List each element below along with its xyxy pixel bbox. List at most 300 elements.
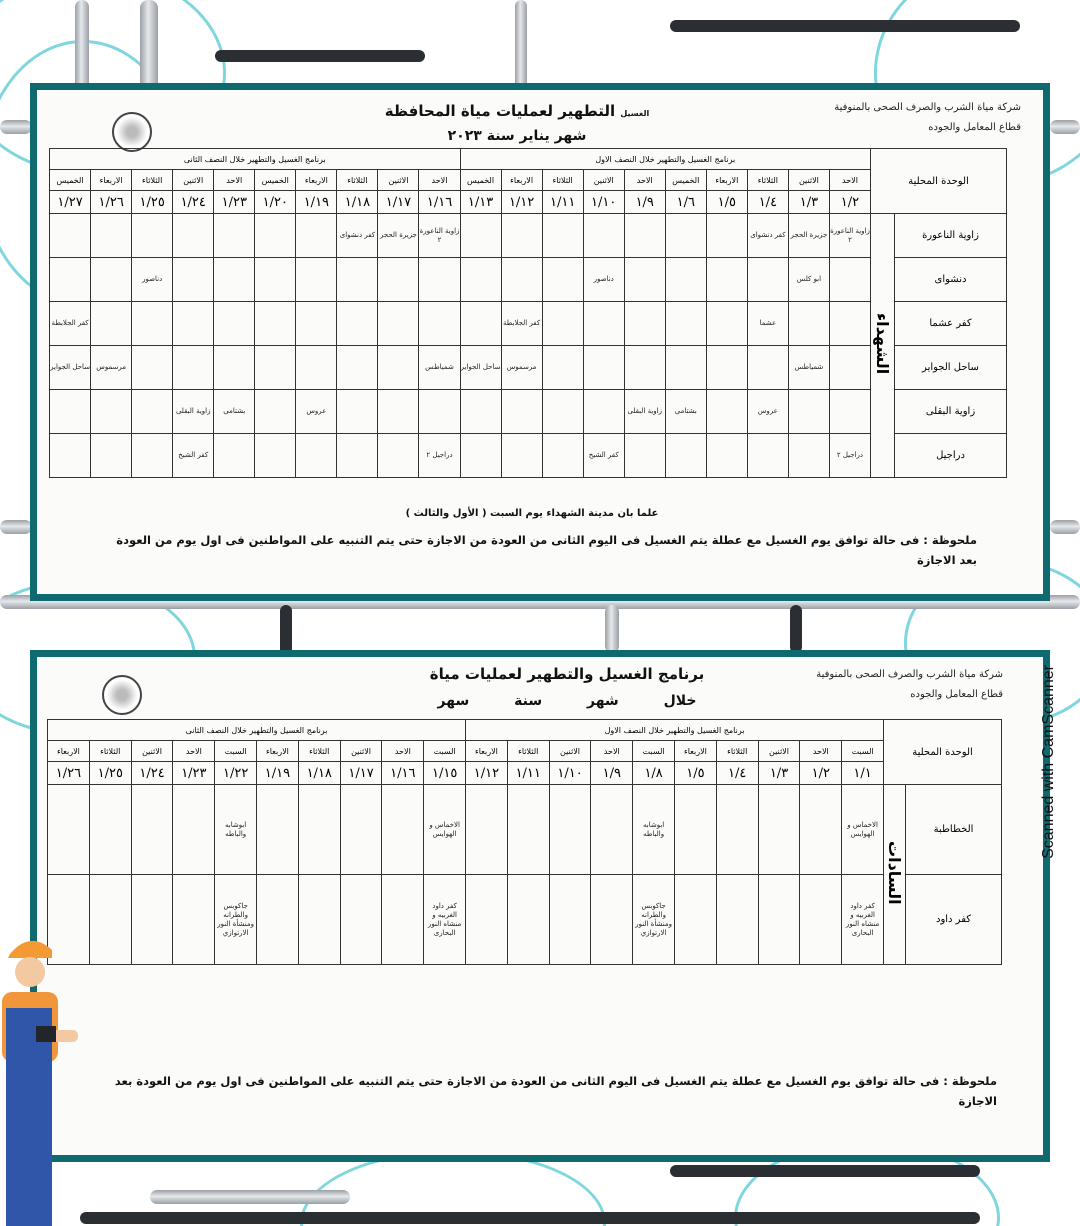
schedule-cell: عروس [296,390,337,434]
schedule-cell: جزيرة الحجر [378,214,419,258]
day-header: الاثنين [131,741,173,762]
worker-illustration [0,930,80,1226]
schedule-cell [337,302,378,346]
schedule-cell [716,785,758,875]
schedule-cell [257,785,299,875]
day-header: الاثنين [340,741,382,762]
day-header: السبت [633,741,675,762]
schedule-cell [501,390,542,434]
schedule-cell: زاوية الناعورة ٢ [829,214,870,258]
date-header: ١/٤ [747,191,788,214]
schedule-cell [460,302,501,346]
schedule-cell [542,390,583,434]
schedule-cell [296,258,337,302]
schedule-cell [382,785,424,875]
schedule-cell [214,258,255,302]
schedule-cell [800,875,842,965]
schedule-cell [788,390,829,434]
schedule-cell [758,785,800,875]
date-header: ١/٢٣ [173,762,215,785]
schedule-cell [716,875,758,965]
schedule-cell [665,258,706,302]
group-cell [871,214,895,478]
date-header: ١/٢ [800,762,842,785]
date-header: ١/٣ [788,191,829,214]
schedule-cell [257,875,299,965]
schedule-cell: عروس [747,390,788,434]
pipe-decoration [1050,120,1080,134]
day-header: الثلاثاء [89,741,131,762]
schedule-cell [255,302,296,346]
pipe-decoration [670,1165,980,1177]
title-prefix: الغسيل [620,109,650,118]
schedule-cell [50,390,91,434]
schedule-cell [131,875,173,965]
schedule-cell [542,214,583,258]
sector-name: قطاع المعامل والجوده [910,689,1003,700]
pipe-decoration [80,1212,980,1224]
schedule-cell: كفر الشيخ [173,434,214,478]
schedule-cell [214,302,255,346]
schedule-cell [675,785,717,875]
schedule-cell [173,875,215,965]
day-header: الاحد [173,741,215,762]
day-header: الثلاثاء [507,741,549,762]
group-cell [884,785,906,965]
date-header: ١/٢٦ [48,762,90,785]
schedule-cell [829,346,870,390]
schedule-cell [132,302,173,346]
schedule-cell [50,214,91,258]
day-header: الاحد [829,170,870,191]
schedule-cell [173,258,214,302]
schedule-cell [706,390,747,434]
schedule-cell [706,434,747,478]
day-header: الخميس [460,170,501,191]
schedule-cell [665,346,706,390]
schedule-cell [340,785,382,875]
schedule-cell [419,390,460,434]
date-header: ١/١١ [507,762,549,785]
date-header: ١/٢٧ [50,191,91,214]
schedule-cell: بشتامى [665,390,706,434]
schedule-cell [91,258,132,302]
schedule-cell: الاخماس و الهوايس [424,785,466,875]
schedule-cell [583,214,624,258]
schedule-cell [50,258,91,302]
day-header: الاثنين [788,170,829,191]
day-header: الاربعاء [257,741,299,762]
day-header: الاثنين [378,170,419,191]
table-row [50,302,1007,346]
document-subtitle [417,693,717,709]
note-text: ملحوظة : فى حالة توافق يوم الغسيل مع عطلة يتم الغسيل فى اليوم الثانى من العودة من الاجازة حتى يتم التنبيه على المواطنين فى اول يوم من العودة بعد الاجازة [116,533,977,567]
schedule-cell [382,875,424,965]
date-header: ١/١٣ [460,191,501,214]
schedule-cell: شمياطس [419,346,460,390]
document-subtitle: شهر يناير سنة ٢٠٢٣ [447,128,587,144]
schedule-cell [91,214,132,258]
schedule-cell [132,346,173,390]
schedule-cell: زاوية البقلى [624,390,665,434]
schedule-cell [173,302,214,346]
schedule-table [47,719,1002,965]
schedule-cell [214,434,255,478]
schedule-cell [378,390,419,434]
schedule-cell [542,302,583,346]
schedule-cell [50,434,91,478]
date-header: ١/٢٤ [131,762,173,785]
schedule-cell [675,875,717,965]
schedule-table [49,148,1007,478]
date-header: ١/٦ [665,191,706,214]
subtitle-month: خلال شهر [586,693,697,709]
date-header: ١/١٥ [424,762,466,785]
date-header: ١/٢ [829,191,870,214]
schedule-cell [296,214,337,258]
date-header: ١/١٦ [382,762,424,785]
schedule-cell [89,785,131,875]
date-header: ١/٨ [633,762,675,785]
company-logo-icon [112,112,152,152]
date-header: ١/١٧ [340,762,382,785]
schedule-cell [542,346,583,390]
schedule-cell [706,258,747,302]
schedule-cell [173,214,214,258]
pipe-decoration [790,605,802,653]
table-row [50,214,1007,258]
pipe-decoration [0,120,32,134]
scanner-watermark: Scanned with CamScanner [1040,665,1057,859]
company-logo-icon [102,675,142,715]
pipe-decoration [140,0,158,90]
first-half-header: برنامج الغسيل والتطهير خلال النصف الاول [466,720,884,741]
schedule-cell [747,346,788,390]
schedule-cell [583,346,624,390]
schedule-cell [624,214,665,258]
note-text: ملحوظة : فى حالة توافق يوم الغسيل مع عطلة يتم الغسيل فى اليوم الثانى من العودة من الاجازة حتى يتم التنبيه على المواطنين فى اول يوم من العودة بعد الاجازة [114,1074,997,1108]
schedule-cell [706,214,747,258]
day-header: الاربعاء [466,741,508,762]
table-row [50,390,1007,434]
schedule-cell [583,302,624,346]
schedule-cell: كفر الشيخ [583,434,624,478]
schedule-document-2 [30,650,1050,1162]
schedule-cell [378,346,419,390]
day-header: الاحد [624,170,665,191]
schedule-cell [460,214,501,258]
unit-name: دنشواى [895,258,1007,302]
schedule-cell [501,258,542,302]
schedule-cell [91,390,132,434]
schedule-cell [788,434,829,478]
subtitle-year: سنة [514,693,543,709]
schedule-document-1 [30,83,1050,601]
day-header: الثلاثاء [298,741,340,762]
date-header: ١/١٦ [419,191,460,214]
day-header: الاحد [419,170,460,191]
document-header-info [834,98,1021,138]
unit-name: دراجيل [895,434,1007,478]
schedule-cell: ابو كلس [788,258,829,302]
date-header: ١/١٨ [337,191,378,214]
pipe-decoration [605,605,619,653]
day-header: الخميس [255,170,296,191]
schedule-cell: ابوشابه والباطه [215,785,257,875]
date-header: ١/٩ [624,191,665,214]
date-header: ١/٢٠ [255,191,296,214]
date-header: ١/١٢ [501,191,542,214]
pipe-decoration [215,50,425,62]
table-row [50,346,1007,390]
schedule-cell [255,434,296,478]
schedule-cell: ساحل الجواير [50,346,91,390]
unit-column-header: الوحدة المحلية [871,149,1007,214]
schedule-cell [296,302,337,346]
schedule-cell [624,302,665,346]
day-header: الاربعاء [675,741,717,762]
schedule-cell: جاكوبس والطرانه ومنشأة النور الارتوازي [633,875,675,965]
group-label: الشهداء [873,312,892,375]
date-header: ١/٤ [716,762,758,785]
first-half-header: برنامج الغسيل والتطهير خلال النصف الاول [460,149,870,170]
schedule-cell [419,258,460,302]
schedule-cell: شمياطس [788,346,829,390]
schedule-cell: زاوية البقلى [173,390,214,434]
day-header: الخميس [50,170,91,191]
date-header: ١/١١ [542,191,583,214]
schedule-cell: كفر داود الغربيه و منشاه النور البحارى [424,875,466,965]
schedule-cell [255,214,296,258]
schedule-cell [624,434,665,478]
date-header: ١/١٢ [466,762,508,785]
schedule-cell [501,214,542,258]
schedule-cell [501,434,542,478]
date-header: ١/٢٤ [173,191,214,214]
schedule-cell [255,390,296,434]
schedule-cell [542,434,583,478]
schedule-cell: زاوية الناعورة ٢ [419,214,460,258]
day-header: الاثنين [583,170,624,191]
schedule-cell [337,390,378,434]
schedule-cell: ساحل الجواير [460,346,501,390]
schedule-cell: كفر الجلابطة [50,302,91,346]
schedule-cell [829,390,870,434]
day-header: السبت [424,741,466,762]
schedule-cell [378,302,419,346]
document-title [357,102,677,120]
schedule-cell: دراجيل ٢ [829,434,870,478]
schedule-cell [337,346,378,390]
document-header-info [816,665,1003,705]
table-row [48,785,1002,875]
schedule-cell [665,302,706,346]
second-half-header: برنامج الغسيل والتطهير خلال النصف الثانى [50,149,461,170]
schedule-cell [706,346,747,390]
unit-name: زاوية البقلى [895,390,1007,434]
schedule-cell [337,258,378,302]
schedule-cell [337,434,378,478]
schedule-cell: كفر دنشواى [337,214,378,258]
schedule-cell [173,785,215,875]
schedule-cell: جاكوبس والطرانه ومنشأة النور الارتوازي [215,875,257,965]
unit-name: الخطاطبة [906,785,1002,875]
day-header: الاربعاء [296,170,337,191]
schedule-cell [131,785,173,875]
sector-name: قطاع المعامل والجوده [928,122,1021,133]
day-header: الثلاثاء [716,741,758,762]
schedule-cell [132,434,173,478]
schedule-cell [91,434,132,478]
schedule-cell [583,390,624,434]
day-header: الثلاثاء [337,170,378,191]
schedule-cell [788,302,829,346]
day-header: الاحد [591,741,633,762]
day-header: الاثنين [758,741,800,762]
pipe-decoration [75,0,89,90]
schedule-cell [132,390,173,434]
date-header: ١/٥ [706,191,747,214]
day-header: الاحد [214,170,255,191]
schedule-cell [829,258,870,302]
date-header: ١/٢٢ [215,762,257,785]
schedule-cell [298,875,340,965]
schedule-cell [91,302,132,346]
date-header: ١/٢٥ [132,191,173,214]
schedule-cell [340,875,382,965]
schedule-cell [507,875,549,965]
schedule-cell [460,258,501,302]
date-header: ١/١٧ [378,191,419,214]
unit-name: كفر داود [906,875,1002,965]
schedule-cell [214,214,255,258]
schedule-cell [460,390,501,434]
schedule-cell [296,434,337,478]
day-header: الاربعاء [501,170,542,191]
schedule-cell [624,258,665,302]
day-header: الاثنين [549,741,591,762]
schedule-cell [829,302,870,346]
schedule-cell [800,785,842,875]
schedule-cell [378,258,419,302]
company-name: شركة مياة الشرب والصرف الصحى بالمنوفية [834,102,1021,113]
date-header: ١/٢٥ [89,762,131,785]
schedule-cell [296,346,337,390]
schedule-cell [591,875,633,965]
date-header: ١/٩ [591,762,633,785]
schedule-cell [255,346,296,390]
schedule-cell: دناصور [583,258,624,302]
schedule-cell [665,214,706,258]
day-header: السبت [215,741,257,762]
group-label: السادات [885,840,904,905]
pipe-decoration [280,605,292,655]
schedule-cell [466,785,508,875]
table-row [48,875,1002,965]
schedule-cell: كفر داود الغربيه و منشاه النور البحارى [842,875,884,965]
schedule-cell [89,875,131,965]
unit-name: كفر عشما [895,302,1007,346]
document-title: برنامج الغسيل والتطهير لعمليات مياة [429,665,705,683]
pipe-decoration [670,20,1020,32]
company-name: شركة مياة الشرب والصرف الصحى بالمنوفية [816,669,1003,680]
schedule-cell [419,302,460,346]
day-header: الثلاثاء [542,170,583,191]
date-header: ١/١ [842,762,884,785]
schedule-cell [132,214,173,258]
second-half-header: برنامج الغسيل والتطهير خلال النصف الثانى [48,720,466,741]
day-header: الخميس [665,170,706,191]
date-header: ١/١٠ [549,762,591,785]
schedule-cell: عشما [747,302,788,346]
date-header: ١/١٨ [298,762,340,785]
schedule-cell [758,875,800,965]
unit-name: زاوية الناعورة [895,214,1007,258]
schedule-cell: دراجيل ٢ [419,434,460,478]
day-header: الاربعاء [91,170,132,191]
day-header: الاحد [800,741,842,762]
day-header: الاحد [382,741,424,762]
day-header: الاثنين [173,170,214,191]
date-header: ١/١٩ [296,191,337,214]
schedule-cell [378,434,419,478]
schedule-cell: دناصور [132,258,173,302]
schedule-cell [298,785,340,875]
table-row [50,434,1007,478]
schedule-cell: مرسموس [91,346,132,390]
document-paper [37,90,1043,594]
pipe-decoration [150,1190,350,1204]
schedule-cell: الاخماس و الهوايس [842,785,884,875]
title-main: التطهير لعمليات مياة المحافظة [384,102,616,120]
schedule-cell [214,346,255,390]
subtitle-tail: سهر [437,693,470,709]
date-header: ١/٣ [758,762,800,785]
table-row [50,258,1007,302]
date-header: ١/٢٣ [214,191,255,214]
unit-name: ساحل الجواير [895,346,1007,390]
schedule-cell [591,785,633,875]
day-header: الاربعاء [706,170,747,191]
schedule-cell: مرسموس [501,346,542,390]
document-paper [37,657,1043,1155]
schedule-cell [460,434,501,478]
day-header: الثلاثاء [747,170,788,191]
schedule-cell [549,785,591,875]
schedule-cell [706,302,747,346]
schedule-cell [507,785,549,875]
schedule-cell [173,346,214,390]
schedule-cell: جزيرة الحجر [788,214,829,258]
schedule-cell [747,258,788,302]
schedule-cell: كفر دنشواى [747,214,788,258]
footnote-text: علما بان مدينة الشهداء يوم السبت ( الأول والثالث ) [405,508,659,519]
schedule-cell [48,785,90,875]
schedule-cell: ابوشابه والباطه [633,785,675,875]
schedule-cell [255,258,296,302]
schedule-cell: كفر الجلابطة [501,302,542,346]
schedule-cell [747,434,788,478]
day-header: الاربعاء [48,741,90,762]
pipe-decoration [515,0,527,90]
schedule-cell [542,258,583,302]
date-header: ١/١٠ [583,191,624,214]
schedule-cell [549,875,591,965]
pipe-decoration [0,520,32,534]
date-header: ١/١٩ [257,762,299,785]
date-header: ١/٥ [675,762,717,785]
date-header: ١/٢٦ [91,191,132,214]
